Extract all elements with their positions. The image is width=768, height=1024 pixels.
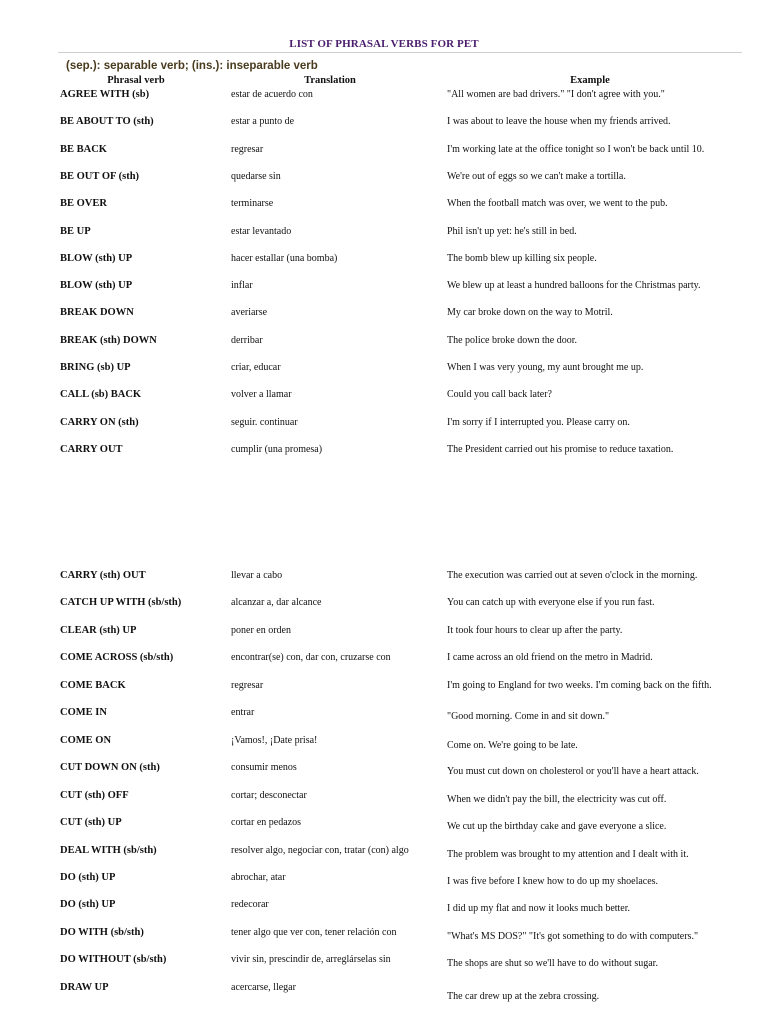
phrasal-verb-cell: CUT (sth) UP xyxy=(60,817,122,829)
example-cell: My car broke down on the way to Motril. xyxy=(447,307,613,319)
example-cell: I did up my flat and now it looks much better. xyxy=(447,903,631,915)
translation-cell: hacer estallar (una bomba) xyxy=(231,252,338,264)
example-cell: Could you call back later? xyxy=(447,389,552,401)
translation-cell: volver a llamar xyxy=(231,389,292,401)
phrasal-verb-cell: DO WITH (sb/sth) xyxy=(60,926,144,938)
translation-cell: terminarse xyxy=(231,198,274,210)
translation-cell: cortar en pedazos xyxy=(231,817,301,829)
translation-cell: cumplir (una promesa) xyxy=(231,443,323,455)
phrasal-verb-cell: CLEAR (sth) UP xyxy=(60,624,137,636)
example-cell: It took four hours to clear up after the party. xyxy=(447,624,623,636)
example-cell: "Good morning. Come in and sit down." xyxy=(447,711,610,723)
phrasal-verb-cell: AGREE WITH (sb) xyxy=(60,89,150,100)
translation-cell: cortar; desconectar xyxy=(231,789,307,801)
phrasal-verb-cell: BE UP xyxy=(60,225,91,237)
example-cell: Phil isn't up yet: he's still in bed. xyxy=(447,225,577,237)
translation-cell: regresar xyxy=(231,143,264,155)
example-cell: I'm going to England for two weeks. I'm coming back on the fifth. xyxy=(447,679,712,691)
column-header-phrasal-verb: Phrasal verb xyxy=(107,75,165,86)
phrasal-verb-cell: BE BACK xyxy=(60,143,107,155)
translation-cell: seguir. continuar xyxy=(231,416,298,428)
example-cell: We cut up the birthday cake and gave everyone a slice. xyxy=(447,821,667,833)
example-cell: When the football match was over, we went to the pub. xyxy=(447,198,668,210)
phrasal-verb-cell: DO WITHOUT (sb/sth) xyxy=(60,954,167,966)
example-cell: When we didn't pay the bill, the electricity was cut off. xyxy=(447,793,667,805)
translation-cell: ¡Vamos!, ¡Date prisa! xyxy=(231,734,318,746)
translation-cell: poner en orden xyxy=(231,624,291,636)
translation-cell: llevar a cabo xyxy=(231,570,283,581)
example-cell: The execution was carried out at seven o'clock in the morning. xyxy=(447,570,698,581)
example-cell: The bomb blew up killing six people. xyxy=(447,252,597,264)
phrasal-verb-cell: BLOW (sth) UP xyxy=(60,280,133,292)
title-divider xyxy=(58,52,742,53)
example-cell: We're out of eggs so we can't make a tortilla. xyxy=(447,170,626,182)
translation-cell: criar, educar xyxy=(231,362,281,373)
phrasal-verb-cell: CATCH UP WITH (sb/sth) xyxy=(60,597,182,609)
phrasal-verb-cell: DEAL WITH (sb/sth) xyxy=(60,844,157,856)
phrasal-verb-cell: CUT (sth) OFF xyxy=(60,789,129,801)
translation-cell: estar levantado xyxy=(231,225,292,237)
translation-cell: consumir menos xyxy=(231,762,297,774)
example-cell: Come on. We're going to be late. xyxy=(447,739,578,751)
phrasal-verb-cell: COME ACROSS (sb/sth) xyxy=(60,652,174,664)
translation-cell: resolver algo, negociar con, tratar (con) algo xyxy=(231,844,409,856)
translation-cell: alcanzar a, dar alcance xyxy=(231,597,322,609)
abbreviation-legend: (sep.): separable verb; (ins.): inseparable verb xyxy=(66,60,318,72)
phrasal-verb-cell: DRAW UP xyxy=(60,981,109,993)
translation-cell: encontrar(se) con, dar con, cruzarse con xyxy=(231,652,391,664)
phrasal-verb-cell: BE OVER xyxy=(60,198,107,210)
phrasal-verb-cell: CARRY OUT xyxy=(60,443,123,455)
phrasal-verb-cell: CALL (sb) BACK xyxy=(60,389,142,401)
phrasal-verb-cell: CUT DOWN ON (sth) xyxy=(60,762,160,774)
phrasal-verb-cell: COME ON xyxy=(60,734,112,746)
example-cell: The shops are shut so we'll have to do without sugar. xyxy=(447,958,658,970)
example-cell: I was about to leave the house when my friends arrived. xyxy=(447,116,671,128)
translation-cell: derribar xyxy=(231,334,263,346)
example-cell: You can catch up with everyone else if you run fast. xyxy=(447,597,655,609)
phrasal-verb-cell: CARRY ON (sth) xyxy=(60,416,139,428)
phrasal-verb-cell: BREAK (sth) DOWN xyxy=(60,334,157,346)
phrasal-verb-cell: CARRY (sth) OUT xyxy=(60,570,146,581)
example-cell: "What's MS DOS?" "It's got something to do with computers." xyxy=(447,930,699,942)
phrasal-verb-cell: BE ABOUT TO (sth) xyxy=(60,116,154,128)
translation-cell: regresar xyxy=(231,679,264,691)
translation-cell: abrochar, atar xyxy=(231,871,286,883)
example-cell: The President carried out his promise to reduce taxation. xyxy=(447,443,674,455)
example-cell: I'm working late at the office tonight so I won't be back until 10. xyxy=(447,143,705,155)
translation-cell: acercarse, llegar xyxy=(231,981,296,993)
example-cell: The car drew up at the zebra crossing. xyxy=(447,990,600,1002)
example-cell: "All women are bad drivers." "I don't agree with you." xyxy=(447,89,665,100)
translation-cell: inflar xyxy=(231,280,253,292)
example-cell: The police broke down the door. xyxy=(447,334,577,346)
phrasal-verb-cell: BE OUT OF (sth) xyxy=(60,170,140,182)
translation-cell: estar a punto de xyxy=(231,116,295,128)
translation-cell: quedarse sin xyxy=(231,170,281,182)
example-cell: I came across an old friend on the metro in Madrid. xyxy=(447,652,653,664)
translation-cell: entrar xyxy=(231,707,255,719)
phrasal-verb-cell: DO (sth) UP xyxy=(60,899,116,911)
phrasal-verb-cell: DO (sth) UP xyxy=(60,871,116,883)
translation-cell: redecorar xyxy=(231,899,269,911)
example-cell: We blew up at least a hundred balloons for the Christmas party. xyxy=(447,280,701,292)
example-cell: When I was very young, my aunt brought me up. xyxy=(447,362,644,373)
page-title: LIST OF PHRASAL VERBS FOR PET xyxy=(289,38,479,50)
phrasal-verb-cell: COME IN xyxy=(60,707,107,719)
translation-cell: vivir sin, prescindir de, arreglárselas sin xyxy=(231,954,391,966)
phrasal-verb-cell: BRING (sb) UP xyxy=(60,362,131,373)
translation-cell: estar de acuerdo con xyxy=(231,89,313,100)
example-cell: I'm sorry if I interrupted you. Please carry on. xyxy=(447,416,630,428)
phrasal-verb-cell: BLOW (sth) UP xyxy=(60,252,133,264)
translation-cell: tener algo que ver con, tener relación con xyxy=(231,926,397,938)
phrasal-verb-cell: BREAK DOWN xyxy=(60,307,134,319)
phrasal-verb-cell: COME BACK xyxy=(60,679,126,691)
translation-cell: averiarse xyxy=(231,307,268,319)
example-cell: The problem was brought to my attention and I dealt with it. xyxy=(447,848,689,860)
example-cell: I was five before I knew how to do up my shoelaces. xyxy=(447,875,659,887)
example-cell: You must cut down on cholesterol or you'll have a heart attack. xyxy=(447,766,699,778)
column-header-example: Example xyxy=(570,75,610,86)
column-header-translation: Translation xyxy=(304,75,356,86)
